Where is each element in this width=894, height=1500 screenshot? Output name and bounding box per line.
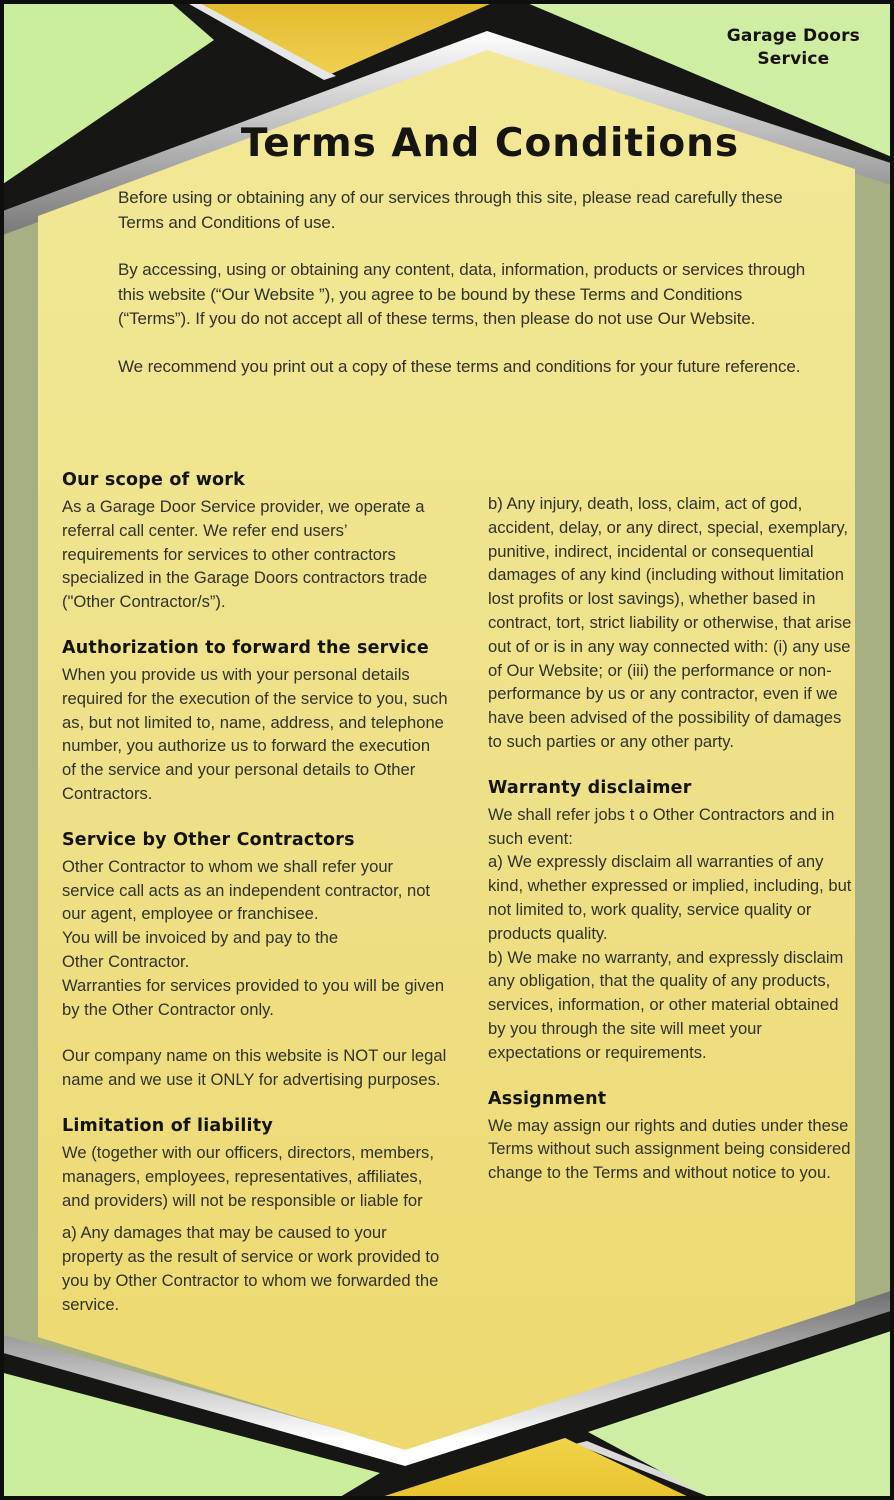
terms-columns xyxy=(62,470,856,1317)
section-heading: Authorization to forward the service xyxy=(62,637,429,658)
section-paragraph: We may assign our rights and duties under these Terms without such assignment being considered change to the Terms and without notice to you. xyxy=(488,1115,851,1183)
intro-paragraph: We recommend you print out a copy of these terms and conditions for your future reference. xyxy=(118,356,801,376)
section-paragraph: Other Contractor. xyxy=(62,951,190,971)
section-heading: Service by Other Contractors xyxy=(62,829,355,850)
section-paragraph: Our company name on this website is NOT our legal name and we use it ONLY for advertising purposes. xyxy=(62,1046,447,1090)
section-limitation-of-liability xyxy=(62,1116,448,1317)
section-paragraph: As a Garage Door Service provider, we operate a referral call center. We refer end users’ requirements for services to other contractors specialized in the Garage Doors contractors trade ("Other Contractor/s”). xyxy=(62,497,428,612)
brand-logo xyxy=(727,25,860,71)
intro-paragraph: By accessing, using or obtaining any content, data, information, products or services through this website (“Our Website ”), you agree to be bound by these Terms and Conditions (“Terms”). If you do not accept all of these terms, then please do not use Our Website. xyxy=(118,260,806,329)
section-heading: Assignment xyxy=(488,1088,607,1109)
section-liability-continued xyxy=(488,492,856,754)
section-paragraph: We (together with our officers, directors, members, managers, employees, representatives, affiliates, and providers) will not be responsible or liable for xyxy=(62,1142,434,1210)
section-paragraph: b) We make no warranty, and expressly disclaim any obligation, that the quality of any products, services, information, or other material obtained by you through the site will meet your expectations or requirements. xyxy=(488,947,844,1062)
section-heading: Our scope of work xyxy=(62,470,245,490)
section-heading: Warranty disclaimer xyxy=(488,777,692,798)
section-paragraph: Warranties for services provided to you will be given by the Other Contractor only. xyxy=(62,975,445,1019)
section-paragraph: You will be invoiced by and pay to the xyxy=(62,928,339,948)
section-paragraph: When you provide us with your personal details required for the execution of the service to you, such as, but not limited to, name, address, and telephone number, you authorize us to forward the execution of the service and your personal details to Other Contractors. xyxy=(62,664,448,803)
page-title: Terms And Conditions xyxy=(240,121,740,166)
right-column xyxy=(488,470,856,1317)
brand-line2: Service xyxy=(757,49,830,69)
section-warranty-disclaimer xyxy=(488,778,856,1065)
section-assignment xyxy=(488,1089,856,1185)
section-paragraph: a) Any damages that may be caused to your property as the result of service or work provided to you by Other Contractor to whom we forwarded the service. xyxy=(62,1223,440,1314)
brand-line1: Garage Doors xyxy=(726,26,860,46)
section-service-by-other-contractors xyxy=(62,830,448,1092)
intro-block xyxy=(118,186,818,403)
section-paragraph: b) Any injury, death, loss, claim, act of god, accident, delay, or any direct, special, exemplary, punitive, indirect, incidental or consequential damages of any kind (including without limitation lost profits or lost savings), whether based in contract, tort, strict liability or otherwise, that arise out of or is in any way connected with: (i) any use of Our Website; or (iii) the performance or non-performance by us or any contractor, even if we have been advised of the possibility of damages to such parties or any other party. xyxy=(488,494,852,751)
section-paragraph: a) We expressly disclaim all warranties of any kind, whether expressed or implied, including, but not limited to, work quality, service quality or products quality. xyxy=(488,852,852,943)
section-paragraph: We shall refer jobs t o Other Contractors and in such event: xyxy=(488,804,835,848)
left-column xyxy=(62,470,448,1317)
section-paragraph: Other Contractor to whom we shall refer your service call acts as an independent contractor, not our agent, employee or franchisee. xyxy=(62,856,431,924)
intro-paragraph: Before using or obtaining any of our services through this site, please read carefully these Terms and Conditions of use. xyxy=(118,188,783,232)
section-heading: Limitation of liability xyxy=(62,1115,273,1136)
section-our-scope-of-work xyxy=(62,470,448,614)
section-authorization-to-forward xyxy=(62,638,448,806)
